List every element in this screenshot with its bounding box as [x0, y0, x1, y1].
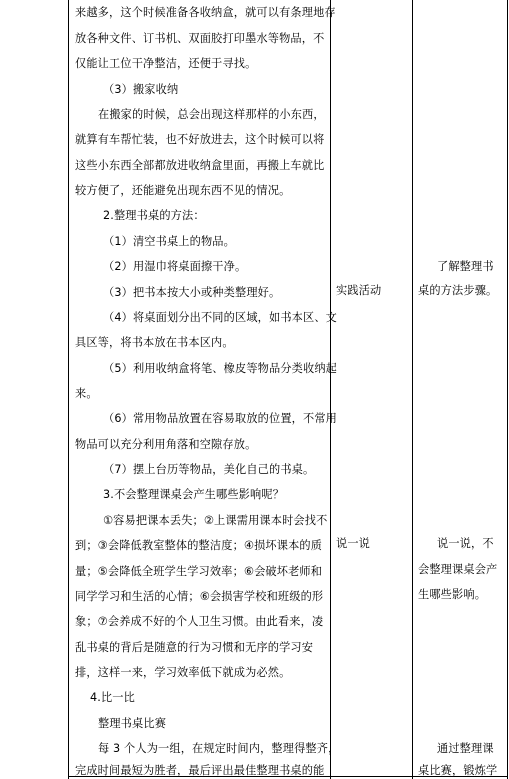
content-line: 在搬家的时候，总会出现这样那样的小东西， [98, 108, 325, 121]
content-line: 排，这样一来，学习效率低下就成为必然。 [75, 666, 291, 679]
goal-line: 生哪些影响。 [418, 588, 487, 601]
column-divider-1 [330, 0, 331, 779]
goal-line: 说一说，不 [437, 537, 494, 550]
section-heading: 3.不会整理课桌会产生哪些影响呢？ [103, 488, 285, 501]
section-heading: 4.比一比 [90, 691, 135, 704]
goal-line: 通过整理课 [437, 742, 494, 755]
activity-label: 说一说 [336, 537, 371, 550]
content-line: 每 3 个人为一组，在规定时间内，整理得整齐， [98, 742, 340, 755]
content-line: 放各种文件、订书机、双面胶打印墨水等物品，不 [75, 32, 325, 45]
content-line: 来。 [75, 387, 98, 400]
content-line: 到；③会降低教室整体的整洁度；④损坏课本的质 [75, 539, 323, 552]
goal-line: 会整理课桌会产 [418, 563, 498, 576]
content-line: 乱书桌的背后是随意的行为习惯和无序的学习安 [75, 641, 314, 654]
content-line: 较方便了，还能避免出现东西不见的情况。 [75, 184, 291, 197]
content-line: 量；⑤会降低全班学生学习效率；⑥会破坏老师和 [75, 565, 323, 578]
content-line: （3）把书本按大小或种类整理好。 [103, 286, 281, 299]
content-line: （3）搬家收纳 [103, 83, 179, 96]
content-line: 同学学习和生活的心情；⑥会损害学校和班级的形 [75, 590, 324, 603]
content-line: （4）将桌面划分出不同的区域，如书本区、文 [103, 311, 338, 324]
section-heading: 2.整理书桌的方法： [103, 209, 205, 222]
content-line: 来越多，这个时候准备各收纳盒，就可以有条理地存 [75, 6, 336, 19]
content-line: 仅能让工位干净整洁，还便于寻找。 [75, 57, 257, 70]
goal-line: 了解整理书 [437, 260, 494, 273]
activity-label: 实践活动 [336, 284, 382, 297]
content-line: 整理书桌比赛 [98, 717, 167, 730]
content-line: （1）清空书桌上的物品。 [103, 235, 235, 248]
goal-line: 桌的方法步骤。 [418, 284, 498, 297]
content-line: ①容易把课本丢失；②上课需用课本时会找不 [103, 514, 328, 527]
column-divider-2 [412, 0, 413, 779]
content-line: （6）常用物品放置在容易取放的位置，不常用 [103, 412, 338, 425]
content-line: （2）用湿巾将桌面擦干净。 [103, 260, 247, 273]
content-line: 这些小东西全部都放进收纳盒里面，再搬上车就比 [75, 159, 325, 172]
content-line: 就算有车帮忙装，也不好放进去，这个时候可以将 [75, 133, 325, 146]
content-line: 象；⑦会养成不好的个人卫生习惯。由此看来，凌 [75, 615, 324, 628]
table-border-left [68, 0, 69, 779]
table-border-right [507, 0, 508, 779]
content-line: 完成时间最短为胜者，最后评出最佳整理书桌的能 [75, 764, 325, 777]
content-line: （7）摆上台历等物品，美化自己的书桌。 [103, 463, 315, 476]
content-line: （5）利用收纳盒将笔、橡皮等物品分类收纳起 [103, 362, 338, 375]
content-line: 物品可以充分利用角落和空隙存放。 [75, 438, 257, 451]
content-line: 具区等，将书本放在书本区内。 [75, 336, 234, 349]
goal-line: 桌比赛，锻炼学 [418, 764, 498, 777]
